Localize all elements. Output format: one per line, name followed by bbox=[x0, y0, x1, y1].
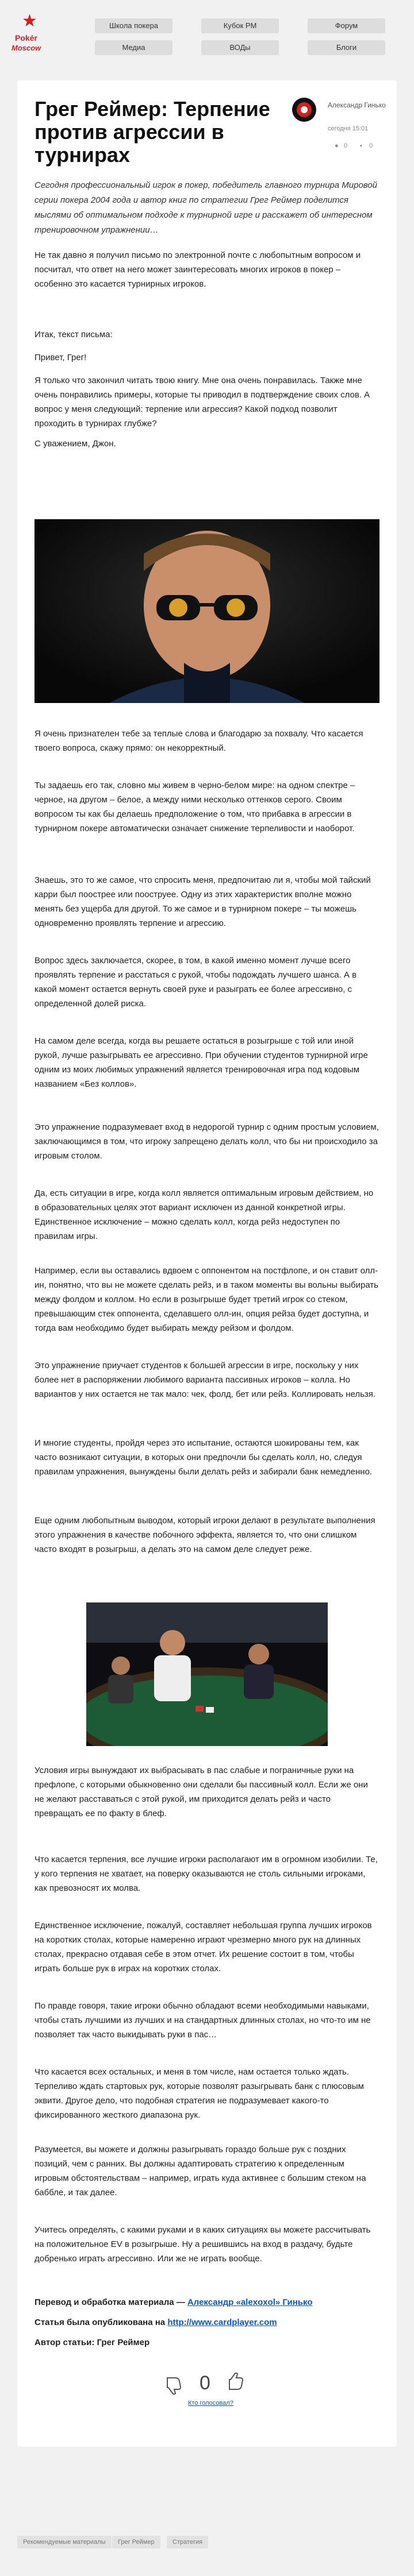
paragraph: Не так давно я получил письмо по электронной почте с любопытным вопросом и посчитал, что ответ на него может заинтересовать многих игроков в покер – особенно это касается турнирных игроков. bbox=[34, 250, 361, 289]
tag-list bbox=[17, 2536, 397, 2553]
tag-item[interactable]: Грег Реймер bbox=[112, 2536, 160, 2548]
source-credit: Статья была опубликована на http://www.cardplayer.com bbox=[34, 2318, 277, 2327]
source-link[interactable]: http://www.cardplayer.com bbox=[167, 2318, 277, 2327]
logo-line2: Moscow bbox=[12, 44, 41, 52]
nav-forum[interactable]: Форум bbox=[308, 18, 385, 33]
site-header bbox=[0, 0, 414, 69]
thumbs-up-icon[interactable] bbox=[226, 2372, 246, 2392]
post-date: сегодня 15:01 bbox=[328, 125, 369, 132]
tag-item[interactable]: Рекомендуемые материалы bbox=[17, 2536, 112, 2548]
paragraph: Это упражнение подразумевает вход в недорогой турнир с одним простым условием, заключающимся в том, что игроку запрещено делать колл, что бы ни происходило за игровым столом. bbox=[34, 1122, 379, 1161]
translator-link[interactable]: Александр «alexoxol» Гинько bbox=[187, 2297, 313, 2307]
paragraph: Привет, Грег! bbox=[34, 353, 87, 362]
nav-poker-school[interactable]: Школа покера bbox=[95, 18, 172, 33]
paragraph: Да, есть ситуации в игре, когда колл является оптимальным игровым действием, но в образовательных целях этот вариант исключен из данной конкретной игры. Единственное исключение – можно сделать колл, когда рейз недоступен по правилам игры. bbox=[34, 1188, 374, 1241]
article-lead: Сегодня профессиональный игрок в покер, победитель главного турнира Мировой серии покера 2004 года и автор книг по стратегии Грег Реймер поделится мыслями об оптимальном подходе к турнирной игре и расскажет об интересном тренировочном упражнении… bbox=[34, 180, 377, 235]
paragraph: Я очень признателен тебе за теплые слова и благодарю за похвалу. Что касается твоего вопроса, скажу прямо: он некорректный. bbox=[34, 729, 363, 753]
thumbs-down-icon[interactable] bbox=[164, 2376, 183, 2395]
comments-icon: ▪ bbox=[360, 142, 362, 149]
comments-count: 0 bbox=[369, 142, 373, 149]
paragraph: Например, если вы оставались вдвоем с оппонентом на постфлопе, и он ставит олл-ин, понятно, что вы не можете сделать рейз, и в таком моменты вы вольны выбирать между фолдом и коллом. Но если в розыгрыше будет третий игрок со стеком, превышающим стек оппонента, сделавшего олл-ин, опция рейза будет доступна, и тогда вам необходимо будет выбирать между рейзом и фолдом. bbox=[34, 1266, 378, 1333]
paragraph: С уважением, Джон. bbox=[34, 439, 116, 449]
paragraph: Что касается всех остальных, и меня в том числе, нам остается только ждать. Терпеливо ждать стартовых рук, которые позволят разыгрывать банк с плюсовым эквити. Другое дело, что подобная стратегия не подразумевает какого-то фиксированного жесткого диапазона рук. bbox=[34, 2067, 364, 2120]
paragraph: На самом деле всегда, когда вы решаете остаться в розыгрыше с той или иной рукой, лучше разыгрывать ее агрессивно. При обучении студентов турнирной игре одним из моих любимых упражнений является тренировочная игра под кодовым названием «Без коллов». bbox=[34, 1036, 368, 1089]
paragraph: По правде говоря, такие игроки обычно обладают всеми необходимыми навыками, чтобы стать лучшими из лучших и на стандартных длинных столах, но что-то им не позволяет так часто выкидывать руки в пас… bbox=[34, 2001, 371, 2040]
paragraph: Это упражнение приучает студентов к большей агрессии в игре, поскольку у них более нет в распоряжении любимого варианта пассивных игроков – колла. Но вариантов у них остается не так мало: чек, фолд, бет или рейз. Коллировать нельзя. bbox=[34, 1361, 376, 1399]
translator-credit: Перевод и обработка материала — Александр «alexoxol» Гинько bbox=[34, 2297, 313, 2307]
vote-count: 0 bbox=[200, 2372, 210, 2394]
paragraph: Условия игры вынуждают их выбрасывать в пас слабые и пограничные руки на префлопе, с которыми обыкновенно они сделали бы пассивный колл. Если же они не желают расставаться с этой рукой, им приходится делать рейз и часто превращать ее по факту в блеф. bbox=[34, 1766, 368, 1818]
author-name[interactable]: Александр Гинько bbox=[328, 101, 386, 109]
paragraph: Я только что закончил читать твою книгу. Мне она очень понравилась. Также мне очень понравились примеры, которые ты приводил в подтверждение своих слов. А вопрос у меня следующий: терпение или агрессия? Какой подход позволит проходить в турнирах глубже? bbox=[34, 376, 370, 428]
logo-line1: Pokér bbox=[15, 33, 37, 43]
paragraph: Вопрос здесь заключается, скорее, в том, в какой именно момент лучше всего проявлять терпение и расстаться с рукой, чтобы подождать лучшего шанса. А в какой момент остается вернуть своей руке и разыграть ее более агрессивно, с определенной долей риска. bbox=[34, 956, 357, 1009]
author-credit: Автор статьи: Грег Реймер bbox=[34, 2338, 150, 2347]
views-icon: ● bbox=[335, 142, 339, 149]
paragraph: Разумеется, вы можете и должны разыгрывать гораздо больше рук с поздних позиций, чем с ранних. Вы должны адаптировать стратегию к определенным игровым обстоятельствам – например, играть куда активнее с большим стеком на баббле, и так далее. bbox=[34, 2145, 366, 2197]
views-count: 0 bbox=[344, 142, 348, 149]
vote-widget bbox=[164, 2372, 256, 2407]
nav-blogs[interactable]: Блоги bbox=[308, 40, 385, 55]
nav-vods[interactable]: ВОДы bbox=[201, 40, 279, 55]
voters-link[interactable]: Кто голосовал? bbox=[188, 2400, 233, 2407]
paragraph: Еще одним любопытным выводом, который игроки делают в результате выполнения этого упражнения в качестве побочного эффекта, является то, что они слишком часто входят в розыгрыш, а делать это на самом деле следует реже. bbox=[34, 1516, 375, 1554]
article-photo-poker-table bbox=[86, 1602, 328, 1746]
paragraph: Знаешь, это то же самое, что спросить меня, предпочитаю ли я, чтобы мой тайский карри был поострее или пооструее. Одну из этих характеристик вполне можно менять без ущерба для другой. То же самое и в турнирном покере – ты можешь одновременно проявлять терпение и агрессию. bbox=[34, 875, 371, 928]
article-photo-greg-raymer bbox=[34, 519, 379, 703]
paragraph: Ты задаешь его так, словно мы живем в черно-белом мире: на одном спектре – черное, на другом – белое, а между ними несколько оттенков серого. Своим вопросом ты как бы делаешь предположение о том, что прибавка в агрессии в турнирном покере автоматически означает снижение терпеливости и наоборот. bbox=[34, 781, 355, 833]
author-avatar[interactable] bbox=[292, 98, 316, 122]
paragraph: Итак, текст письма: bbox=[34, 330, 113, 339]
nav-media[interactable]: Медиа bbox=[95, 40, 172, 55]
tag-item[interactable]: Стратегия bbox=[167, 2536, 208, 2548]
paragraph: И многие студенты, пройдя через это испытание, остаются шокированы тем, как часто возникают ситуации, в которых они предпочли бы сделать колл, но, следуя правилам упражнения, вынуждены были делать рейз и забирали банк немедленно. bbox=[34, 1438, 373, 1477]
star-icon: ★ bbox=[22, 11, 37, 31]
paragraph: Что касается терпения, все лучшие игроки располагают им в огромном изобилии. Те, у кого терпения не хватает, на поверку оказываются не столь сильными игроками, как превозносят их молва. bbox=[34, 1855, 378, 1893]
site-logo[interactable] bbox=[12, 13, 46, 57]
article-card bbox=[17, 80, 397, 2447]
paragraph: Учитесь определять, с какими руками и в каких ситуациях вы можете рассчитывать на положительное EV в розыгрыше. Ну а решившись на вход в раздачу, будьте добренько играть агрессивно. Или же не играть вообще. bbox=[34, 2225, 371, 2264]
article-title: Грег Реймер: Терпение против агрессии в турнирах bbox=[34, 97, 270, 167]
nav-cup-rm[interactable]: Кубок РМ bbox=[201, 18, 279, 33]
paragraph: Единственное исключение, пожалуй, составляет небольшая группа лучших игроков на коротких столах, которые намеренно играют чрезмерно много рук на длинных столах, прекрасно отдавая себе в этом отчет. Их решение состоит в том, чтобы играть больше рук в играх на коротких столах. bbox=[34, 1921, 372, 1973]
